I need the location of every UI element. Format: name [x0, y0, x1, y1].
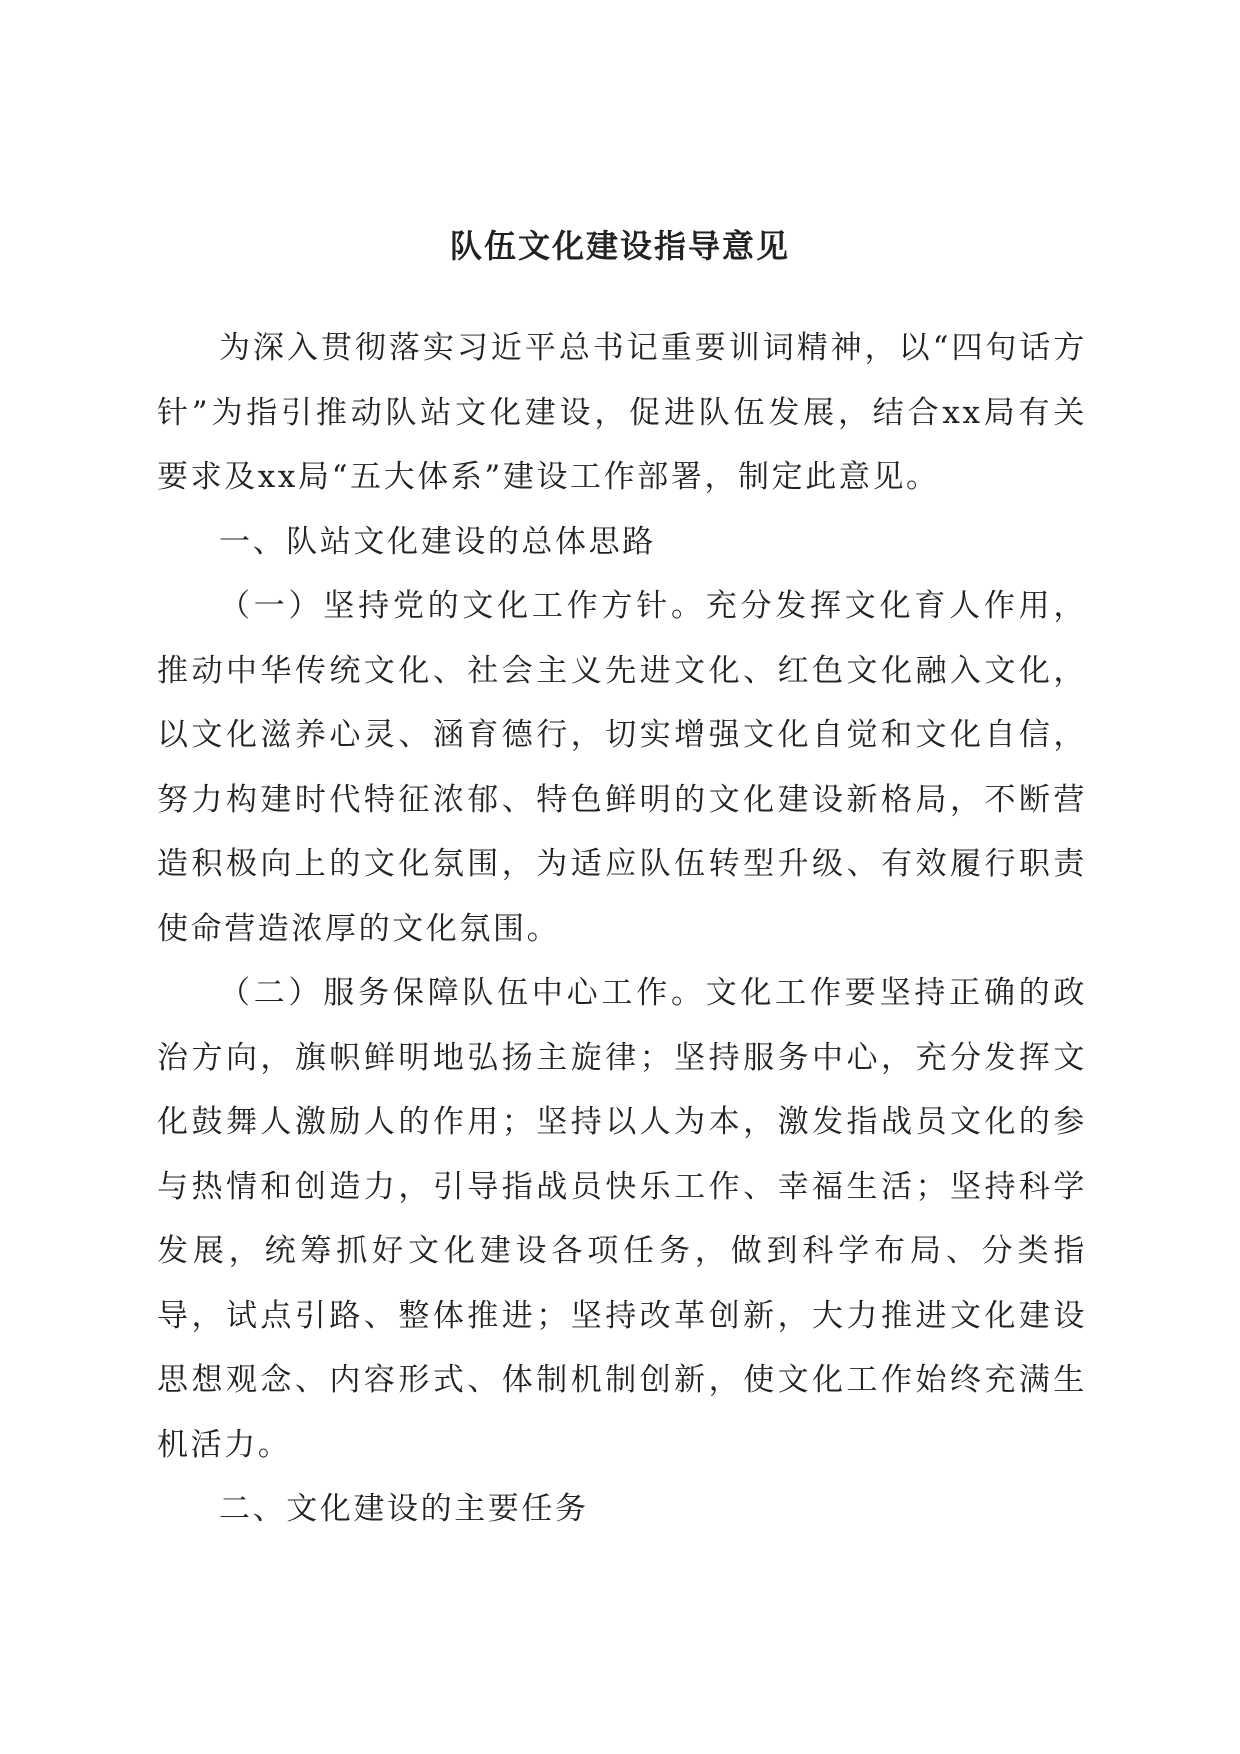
subsection-paragraph-1: （一）坚持党的文化工作方针。充分发挥文化育人作用，推动中华传统文化、社会主义先进文化、红色文化融入文化，以文化滋养心灵、涵育德行，切实增强文化自觉和文化自信，努力构建时代特征浓郁、特色鲜明的文化建设新格局，不断营造积极向上的文化氛围，为适应队伍转型升级、有效履行职责使命营造浓厚的文化氛围。 [157, 588, 1087, 947]
section-heading-1: 一、队站文化建设的总体思路 [219, 523, 656, 560]
section-heading-2: 二、文化建设的主要任务 [219, 1491, 589, 1527]
subsection-paragraph-2: （二）服务保障队伍中心工作。文化工作要坚持正确的政治方向，旗帜鲜明地弘扬主旋律；坚持服务中心，充分发挥文化鼓舞人激励人的作用；坚持以人为本，激发指战员文化的参与热情和创造力，引导指战员快乐工作、幸福生活；坚持科学发展，统筹抓好文化建设各项任务，做到科学布局、分类指导，试点引路、整体推进；坚持改革创新，大力推进文化建设思想观念、内容形式、体制机制创新，使文化工作始终充满生机活力。 [157, 975, 1087, 1463]
document-title: 队伍文化建设指导意见 [449, 227, 790, 265]
document-body [157, 316, 1087, 1542]
intro-paragraph: 为深入贯彻落实习近平总书记重要训词精神，以“四句话方针”为指引推动队站文化建设，促进队伍发展，结合xx局有关要求及xx局“五大体系”建设工作部署，制定此意见。 [157, 330, 1087, 495]
